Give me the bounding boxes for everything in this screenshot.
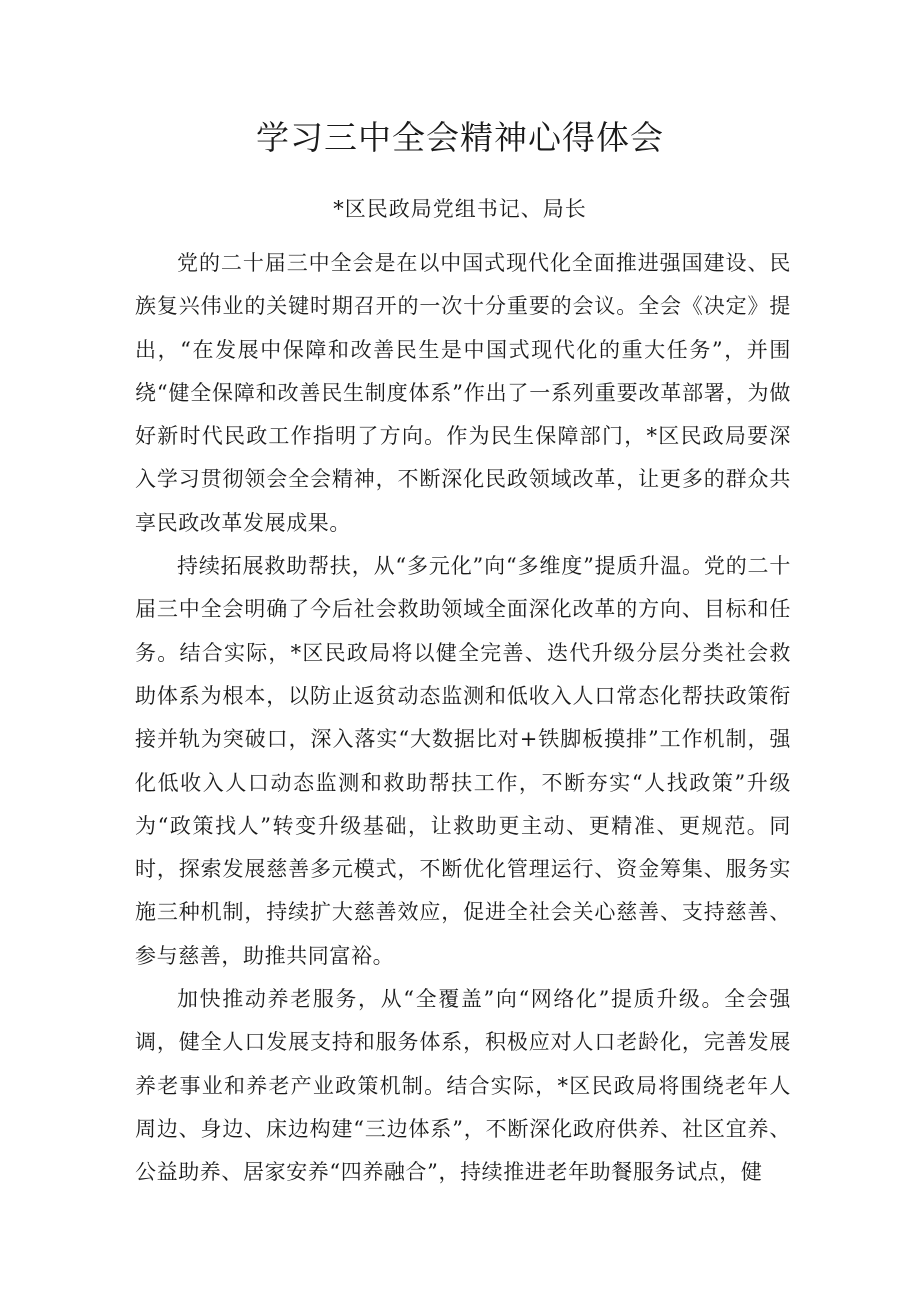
document-author: *区民政局党组书记、局长	[333, 197, 587, 221]
paragraph-2: 持续拓展救助帮扶，从“多元化”向“多维度”提质升温。党的二十届三中全会明确了今后社会救助领域全面深化改革的方向、目标和任务。结合实际，*区民政局将以健全完善、迭代升级分层分类社会救助体系为根本，以防止返贫动态监测和低收入人口常态化帮扶政策衔接并轨为突破口，深入落实“大数据比对+铁脚板摸排”工作机制，强化低收入人口动态监测和救助帮扶工作，不断夯实“人找政策”升级为“政策找人”转变升级基础，让救助更主动、更精准、更规范。同时，探索发展慈善多元模式，不断优化管理运行、资金筹集、服务实施三种机制，持续扩大慈善效应，促进全社会关心慈善、支持慈善、参与慈善，助推共同富裕。	[135, 554, 791, 968]
document-title: 学习三中全会精神心得体会	[256, 118, 664, 157]
paragraph-3: 加快推动养老服务，从“全覆盖”向“网络化”提质升级。全会强调，健全人口发展支持和服务体系，积极应对人口老龄化，完善发展养老事业和养老产业政策机制。结合实际，*区民政局将围绕老年人周边、身边、床边构建“三边体系”，不断深化政府供养、社区宜养、公益助养、居家安养“四养融合”，持续推进老年助餐服务试点，健	[135, 987, 791, 1185]
document-body	[135, 242, 791, 1195]
paragraph-1: 党的二十届三中全会是在以中国式现代化全面推进强国建设、民族复兴伟业的关键时期召开的一次十分重要的会议。全会《决定》提出，“在发展中保障和改善民生是中国式现代化的重大任务”，并围绕“健全保障和改善民生制度体系”作出了一系列重要改革部署，为做好新时代民政工作指明了方向。作为民生保障部门，*区民政局要深入学习贯彻领会全会精神，不断深化民政领域改革，让更多的群众共享民政改革发展成果。	[135, 251, 791, 535]
